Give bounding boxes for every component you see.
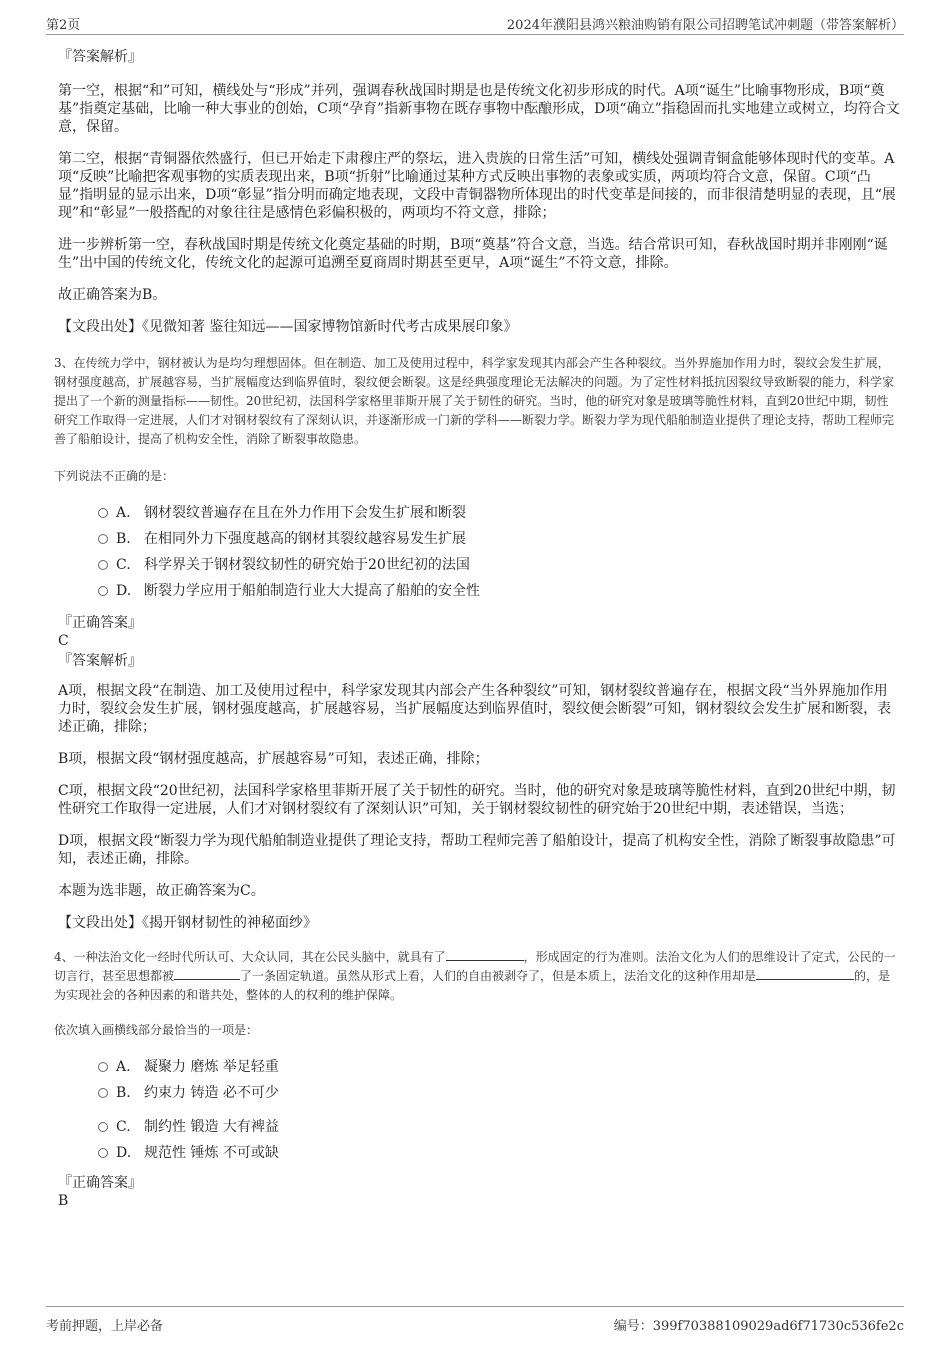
source-citation: 【文段出处】《见微知著 鉴往知远——国家博物馆新时代考古成果展印象》 bbox=[58, 319, 518, 335]
option-a[interactable]: A. 凝聚力 磨炼 举足轻重 bbox=[58, 1054, 900, 1080]
answer-conclusion: 故正确答案为B。 bbox=[58, 287, 167, 303]
radio-icon[interactable] bbox=[98, 1122, 108, 1132]
option-c[interactable]: C. 科学界关于钢材裂纹韧性的研究始于20世纪初的法国 bbox=[58, 552, 900, 578]
option-d[interactable]: D. 规范性 锤炼 不可或缺 bbox=[58, 1140, 900, 1166]
option-c[interactable]: C. 制约性 锻造 大有裨益 bbox=[58, 1114, 900, 1140]
correct-answer-tag: 『正确答案』 bbox=[58, 1175, 142, 1191]
option-b[interactable]: B. 在相同外力下强度越高的钢材其裂纹越容易发生扩展 bbox=[58, 526, 900, 552]
answer-conclusion: 本题为选非题，故正确答案为C。 bbox=[58, 883, 265, 899]
analysis-tag: 『答案解析』 bbox=[58, 49, 142, 65]
question-prompt: 下列说法不正确的是： bbox=[54, 469, 175, 483]
analysis-paragraph: C项，根据文段“20世纪初，法国科学家格里菲斯开展了关于韧性的研究。当时，他的研究对象是玻璃等脆性材料，直到20世纪中期，韧性研究工作取得一定进展，人们才对钢材裂纹有了深刻认识”可知，关于钢材裂纹韧性的研究始于20世纪中期，表述错误，当选； bbox=[58, 783, 896, 817]
option-list bbox=[58, 500, 900, 604]
source-citation: 【文段出处】《揭开钢材韧性的神秘面纱》 bbox=[58, 915, 317, 931]
option-a[interactable]: A. 钢材裂纹普遍存在且在外力作用下会发生扩展和断裂 bbox=[58, 500, 900, 526]
page-number: 第2页 bbox=[46, 18, 81, 33]
fill-blank bbox=[446, 948, 524, 961]
analysis-paragraph: 第一空，根据“和”可知，横线处与“形成”并列，强调春秋战国时期是也是传统文化初步形成的时代。A项“诞生”比喻事物形成，B项“奠基”指奠定基础，比喻一种大事业的创始，C项“孕育”指新事物在既存事物中酝酿形成，D项“确立”指稳固而扎实地建立或树立，均符合文意，保留。 bbox=[58, 83, 900, 135]
radio-icon[interactable] bbox=[98, 534, 108, 544]
radio-icon[interactable] bbox=[98, 1148, 108, 1158]
analysis-paragraph: 第二空，根据“青铜器依然盛行，但已开始走下肃穆庄严的祭坛，进入贵族的日常生活”可知，横线处强调青铜盒能够体现时代的变革。A项“反映”比喻把客观事物的实质表现出来，B项“折射”比喻通过某种方式反映出事物的表象或实质，两项均符合文意，保留。C项“凸显”指明显的显示出来，D项“彰显”指分明而确定地表现，文段中青铜器物所体现出的时代变革是间接的，而非很清楚明显的表现，且“展现”和“彰显”一般搭配的对象往往是感情色彩偏积极的，两项均不符文意，排除； bbox=[58, 151, 896, 221]
radio-icon[interactable] bbox=[98, 560, 108, 570]
correct-answer: B bbox=[58, 1193, 69, 1209]
radio-icon[interactable] bbox=[98, 1062, 108, 1072]
page-header bbox=[46, 14, 904, 35]
fill-blank bbox=[174, 967, 240, 980]
document-id: 编号：399f70388109029ad6f71730c536fe2c bbox=[613, 1319, 904, 1334]
document-title: 2024年濮阳县鸿兴粮油购销有限公司招聘笔试冲刺题（带答案解析） bbox=[506, 18, 904, 33]
analysis-paragraph: A项，根据文段“在制造、加工及使用过程中，科学家发现其内部会产生各种裂纹”可知，钢材裂纹普遍存在，根据文段“当外界施加作用力时，裂纹会发生扩展，钢材强度越高，扩展越容易，当扩展幅度达到临界值时，裂纹便会断裂”可知，钢材裂纹会发生扩展和断裂，表述正确，排除； bbox=[58, 683, 892, 735]
page-footer bbox=[46, 1306, 904, 1333]
footer-slogan: 考前押题，上岸必备 bbox=[46, 1319, 164, 1334]
document-body bbox=[54, 48, 900, 1210]
question-stem: 4、一种法治文化一经时代所认可、大众认同，其在公民头脑中，就具有了 ，形成固定的行为准则。法治文化为人们的思维设计了定式，公民的一切言行，甚至思想都被 了一条固定轨道。虽然从形式上看，人们的自由被剥夺了，但是本质上，法治文化的这种作用却是 的，是为实现社会的各种因素的和谐共处，整体的人的权利的维护保障。 bbox=[54, 950, 896, 1002]
option-list bbox=[58, 1054, 900, 1166]
fill-blank bbox=[756, 967, 854, 980]
correct-answer-tag: 『正确答案』 bbox=[58, 615, 142, 631]
radio-icon[interactable] bbox=[98, 586, 108, 596]
question-stem: 3、在传统力学中，钢材被认为是均匀理想固体。但在制造、加工及使用过程中，科学家发现其内部会产生各种裂纹。当外界施加作用力时，裂纹会发生扩展，钢材强度越高，扩展越容易，当扩展幅度达到临界值时，裂纹便会断裂。这是经典强度理论无法解决的问题。为了定性材料抵抗因裂纹导致断裂的能力，科学家提出了一个新的测量指标——韧性。20世纪初，法国科学家格里菲斯开展了关于韧性的研究。当时，他的研究对象是玻璃等脆性材料，直到20世纪中期，韧性研究工作取得一定进展，人们才对钢材裂纹有了深刻认识，并逐渐形成一门新的学科——断裂力学。断裂力学为现代船舶制造业提供了理论支持，帮助工程师完善了船舶设计，提高了机构安全性，消除了断裂事故隐患。 bbox=[54, 356, 895, 446]
radio-icon[interactable] bbox=[98, 508, 108, 518]
analysis-paragraph: B项，根据文段“钢材强度越高，扩展越容易”可知，表述正确，排除； bbox=[58, 751, 489, 767]
option-b[interactable]: B. 约束力 铸造 必不可少 bbox=[58, 1080, 900, 1106]
analysis-tag: 『答案解析』 bbox=[58, 653, 142, 669]
correct-answer: C bbox=[58, 633, 69, 649]
analysis-paragraph: 进一步辨析第一空，春秋战国时期是传统文化奠定基础的时期，B项“奠基”符合文意，当选。结合常识可知，春秋战国时期并非刚刚“诞生”出中国的传统文化，传统文化的起源可追溯至夏商周时期甚至更早，A项“诞生”不符文意，排除。 bbox=[58, 237, 888, 271]
question-prompt: 依次填入画横线部分最恰当的一项是： bbox=[54, 1023, 259, 1037]
radio-icon[interactable] bbox=[98, 1088, 108, 1098]
option-d[interactable]: D. 断裂力学应用于船舶制造行业大大提高了船舶的安全性 bbox=[58, 578, 900, 604]
analysis-paragraph: D项，根据文段“断裂力学为现代船舶制造业提供了理论支持，帮助工程师完善了船舶设计，提高了机构安全性，消除了断裂事故隐患”可知，表述正确，排除。 bbox=[58, 833, 896, 867]
